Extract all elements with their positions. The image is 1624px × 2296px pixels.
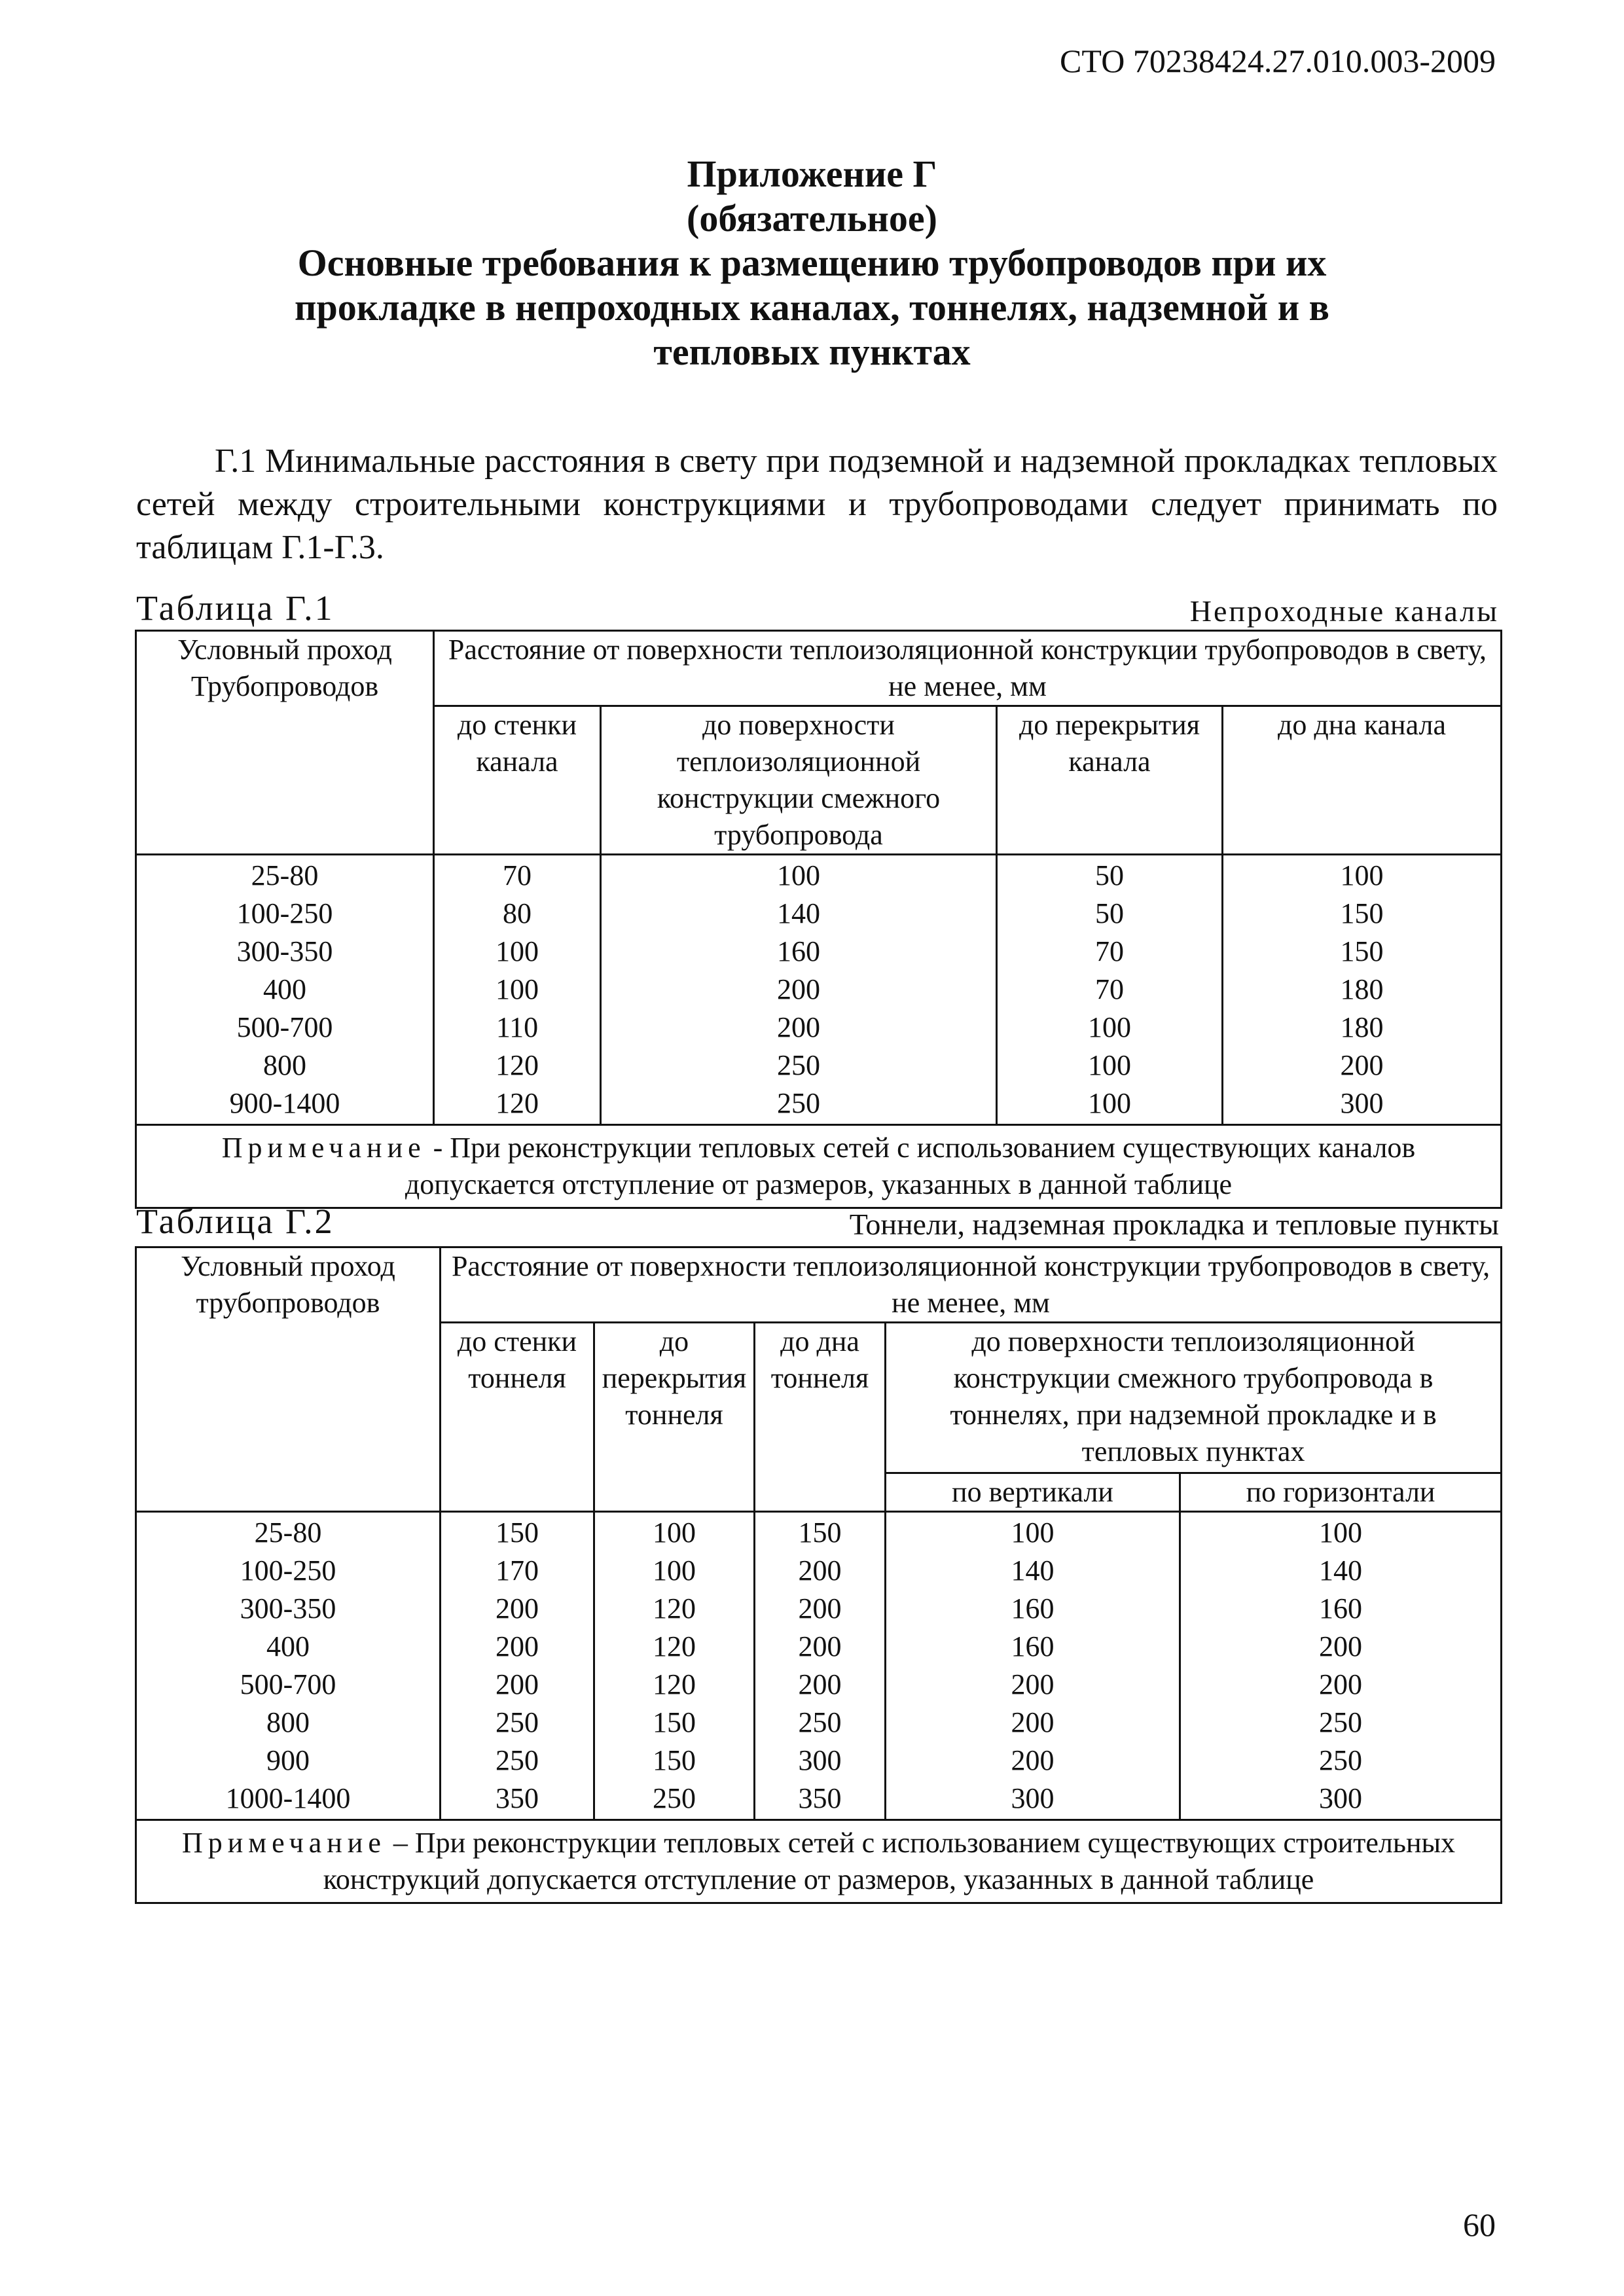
table2-cell: 120 <box>653 1668 696 1700</box>
table2-cell: 200 <box>1319 1630 1363 1662</box>
table1-cell: 70 <box>503 859 532 891</box>
table2-cell: 250 <box>1319 1744 1363 1776</box>
table2-cell: 200 <box>798 1630 842 1662</box>
table2 <box>135 1246 1502 1904</box>
table1-cell: 100 <box>496 973 539 1005</box>
table1-cell: 400 <box>263 973 306 1005</box>
table2-cell: 140 <box>1319 1554 1363 1587</box>
table2-col-wall <box>441 1512 594 1820</box>
table1-cell: 300 <box>1340 1087 1384 1119</box>
table1-cell: 120 <box>496 1087 539 1119</box>
table2-cell: 200 <box>798 1592 842 1624</box>
table2-header-col: до стенки тоннеля <box>441 1323 594 1512</box>
table2-cell: 400 <box>266 1630 310 1662</box>
table2-cell: 140 <box>1011 1554 1055 1587</box>
table2-cell: 150 <box>653 1744 696 1776</box>
table1-note-text: - При реконструкции тепловых сетей с использованием существующих каналов допускается отступление от размеров, указанных в данной таблице <box>405 1132 1416 1200</box>
table2-cell: 250 <box>496 1744 539 1776</box>
table2-cell: 250 <box>1319 1706 1363 1738</box>
table2-header-group: Расстояние от поверхности теплоизоляционной конструкции трубопроводов в свету, не менее, мм <box>441 1247 1502 1323</box>
table2-cell: 100-250 <box>240 1554 336 1587</box>
table2-cell: 350 <box>798 1782 842 1814</box>
appendix-heading <box>0 152 1624 374</box>
table2-cell: 300 <box>1319 1782 1363 1814</box>
table1-cell: 100 <box>1088 1011 1131 1043</box>
table2-right-caption: Тоннели, надземная прокладка и тепловые пункты <box>849 1208 1499 1241</box>
table1-cell: 100 <box>1088 1049 1131 1081</box>
table1-cell: 100-250 <box>236 897 333 929</box>
table1-caption <box>136 588 1499 628</box>
table2-body <box>136 1512 1502 1820</box>
table2-cell: 200 <box>496 1668 539 1700</box>
table1-cell: 800 <box>263 1049 306 1081</box>
table2-cell: 160 <box>1011 1630 1055 1662</box>
table1-col-ceiling <box>997 855 1223 1125</box>
table1-cell: 180 <box>1340 1011 1384 1043</box>
appendix-title-line-2: прокладке в непроходных каналах, тоннелях, надземной и в <box>295 286 1329 329</box>
table1-cell: 150 <box>1340 935 1384 967</box>
table2-cell: 250 <box>496 1706 539 1738</box>
table2-cell: 120 <box>653 1630 696 1662</box>
table2-cell: 500-700 <box>240 1668 336 1700</box>
appendix-status: (обязательное) <box>687 197 937 240</box>
table2-col-diameter <box>136 1512 441 1820</box>
table1-cell: 100 <box>1088 1087 1131 1119</box>
table2-name: Таблица Г.2 <box>136 1202 334 1241</box>
table1-cell: 200 <box>777 973 820 1005</box>
table1-cell: 500-700 <box>236 1011 333 1043</box>
table1-cell: 70 <box>1095 935 1124 967</box>
table1-col-adjacent <box>601 855 997 1125</box>
table2-header-diameter: Условный проход трубопроводов <box>136 1247 441 1512</box>
table2-cell: 25-80 <box>254 1516 322 1549</box>
table1-header-col: до дна канала <box>1223 706 1502 855</box>
table1-col-diameter <box>136 855 434 1125</box>
table2-cell: 200 <box>1319 1668 1363 1700</box>
table1-cell: 80 <box>503 897 532 929</box>
table1-cell: 200 <box>1340 1049 1384 1081</box>
appendix-label: Приложение Г <box>687 152 937 195</box>
table1-cell: 900-1400 <box>229 1087 340 1119</box>
table1-cell: 110 <box>496 1011 539 1043</box>
table1-cell: 25-80 <box>251 859 319 891</box>
table1-header-col: до стенки канала <box>434 706 601 855</box>
table2-cell: 250 <box>653 1782 696 1814</box>
table2-cell: 100 <box>1011 1516 1055 1549</box>
table2-cell: 100 <box>1319 1516 1363 1549</box>
table2-cell: 100 <box>653 1554 696 1587</box>
table2-cell: 200 <box>1011 1744 1055 1776</box>
table1-header-group: Расстояние от поверхности теплоизоляционной конструкции трубопроводов в свету, не менее, мм <box>434 631 1502 706</box>
table1-cell: 200 <box>777 1011 820 1043</box>
table2-col-bottom <box>755 1512 886 1820</box>
table1-cell: 160 <box>777 935 820 967</box>
table2-cell: 300 <box>798 1744 842 1776</box>
table2-col-ceiling <box>594 1512 755 1820</box>
table1-cell: 250 <box>777 1049 820 1081</box>
table2-cell: 200 <box>1011 1668 1055 1700</box>
table1-header-diameter: Условный проход Трубопроводов <box>136 631 434 855</box>
table1-note <box>136 1125 1502 1208</box>
appendix-title-line-1: Основные требования к размещению трубопроводов при их <box>297 242 1327 284</box>
table1-cell: 150 <box>1340 897 1384 929</box>
table2-cell: 120 <box>653 1592 696 1624</box>
table2-col-vertical <box>886 1512 1180 1820</box>
table2-cell: 160 <box>1319 1592 1363 1624</box>
table1-header-col: до поверхности теплоизоляционной конструкции смежного трубопровода <box>601 706 997 855</box>
table1-cell: 100 <box>496 935 539 967</box>
page-number: 60 <box>1463 2206 1496 2243</box>
table2-cell: 300-350 <box>240 1592 336 1624</box>
table1-right-caption: Непроходные каналы <box>1189 594 1499 628</box>
table1-body <box>136 855 1502 1125</box>
table1-cell: 70 <box>1095 973 1124 1005</box>
table2-caption <box>136 1201 1499 1242</box>
table2-cell: 160 <box>1011 1592 1055 1624</box>
table1-cell: 120 <box>496 1049 539 1081</box>
table1-cell: 300-350 <box>236 935 333 967</box>
table2-cell: 150 <box>496 1516 539 1549</box>
table2-header-sub-vertical: по вертикали <box>886 1473 1180 1512</box>
table2-header-col: до поверхности теплоизоляционной конструкции смежного трубопровода в тоннелях, при надземной прокладке и в тепловых пунктах <box>886 1323 1502 1473</box>
table2-cell: 200 <box>496 1592 539 1624</box>
table2-cell: 170 <box>496 1554 539 1587</box>
table2-cell: 150 <box>653 1706 696 1738</box>
table1-col-wall <box>434 855 601 1125</box>
table1-note-label: Примечание <box>221 1132 426 1164</box>
table2-cell: 300 <box>1011 1782 1055 1814</box>
table2-col-horizontal <box>1180 1512 1502 1820</box>
table2-note-label: Примечание <box>181 1827 386 1859</box>
table1-cell: 180 <box>1340 973 1384 1005</box>
table1-name: Таблица Г.1 <box>136 588 334 628</box>
table2-cell: 200 <box>798 1554 842 1587</box>
table1-header-col: до перекрытия канала <box>997 706 1223 855</box>
table1-cell: 100 <box>777 859 820 891</box>
intro-text: Г.1 Минимальные расстояния в свету при подземной и надземной прокладках тепловых сетей между строительными конструкциями и трубопроводами следует принимать по таблицам Г.1-Г.3. <box>136 442 1498 566</box>
table2-cell: 900 <box>266 1744 310 1776</box>
table2-cell: 100 <box>653 1516 696 1549</box>
table2-cell: 200 <box>496 1630 539 1662</box>
intro-paragraph <box>136 440 1498 569</box>
table2-note <box>136 1820 1502 1903</box>
appendix-title-line-3: тепловых пунктах <box>653 331 971 373</box>
table1-cell: 250 <box>777 1087 820 1119</box>
table1-cell: 100 <box>1340 859 1384 891</box>
table2-cell: 350 <box>496 1782 539 1814</box>
table1-col-bottom <box>1223 855 1502 1125</box>
table2-note-text: – При реконструкции тепловых сетей с использованием существующих строительных конструкций допускается отступление от размеров, указанных в данной таблице <box>323 1827 1456 1895</box>
table2-cell: 200 <box>798 1668 842 1700</box>
document-code: СТО 70238424.27.010.003-2009 <box>1060 43 1496 79</box>
table2-header-col: до перекрытия тоннеля <box>594 1323 755 1512</box>
table2-cell: 800 <box>266 1706 310 1738</box>
table2-cell: 200 <box>1011 1706 1055 1738</box>
table2-cell: 1000-1400 <box>225 1782 351 1814</box>
table2-cell: 250 <box>798 1706 842 1738</box>
table2-cell: 150 <box>798 1516 842 1549</box>
table1 <box>135 630 1502 1209</box>
table1-cell: 140 <box>777 897 820 929</box>
table2-header-col: до дна тоннеля <box>755 1323 886 1512</box>
table2-header-sub-horizontal: по горизонтали <box>1180 1473 1502 1512</box>
table1-cell: 50 <box>1095 859 1124 891</box>
table1-cell: 50 <box>1095 897 1124 929</box>
